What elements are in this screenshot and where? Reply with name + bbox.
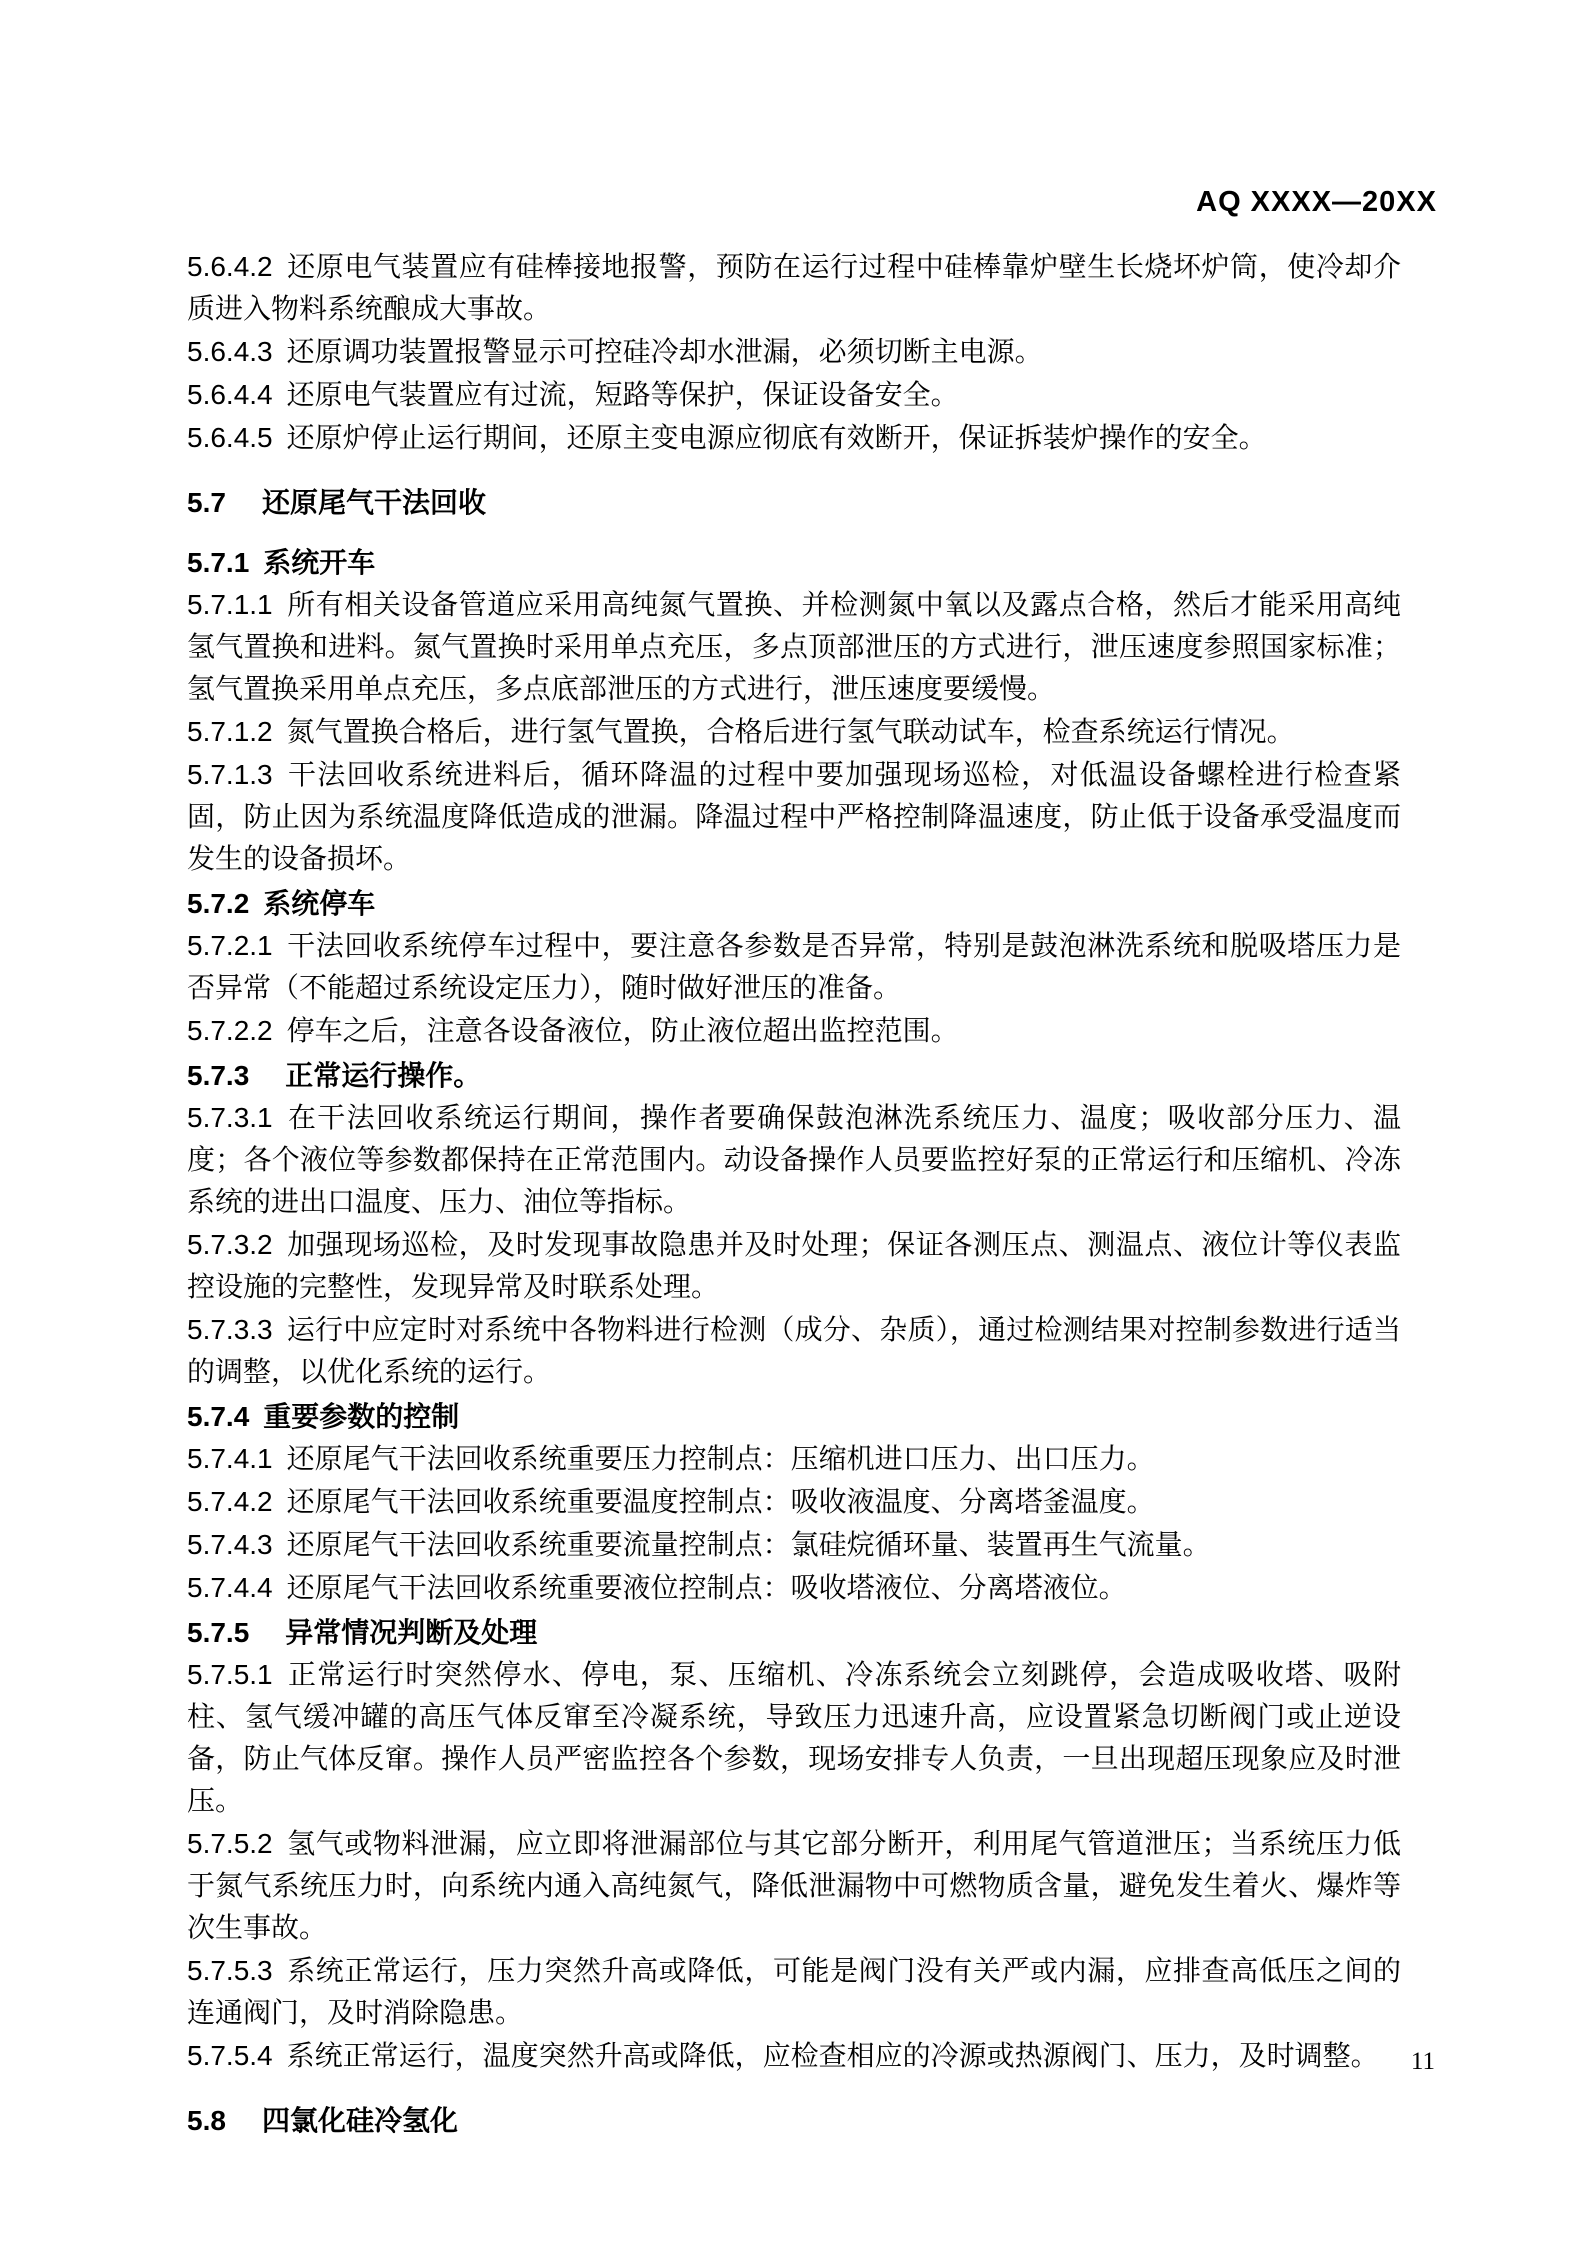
clause-number: 5.7.5 — [187, 1617, 250, 1648]
heading-5.7.4 — [187, 1396, 1401, 1438]
clause-text: 运行中应定时对系统中各物料进行检测（成分、杂质），通过检测结果对控制参数进行适当的调整，以优化系统的运行。 — [187, 1315, 1401, 1388]
clause-number: 5.7.5.3 — [187, 1955, 273, 1986]
heading-5.7 — [187, 482, 1401, 524]
heading-5.8 — [187, 2100, 1401, 2142]
clause-number: 5.7.3.1 — [187, 1102, 273, 1133]
clause-5.7.3.1 — [187, 1097, 1401, 1224]
clause-number: 5.8 — [187, 2105, 226, 2136]
clause-text: 还原调功装置报警显示可控硅冷却水泄漏，必须切断主电源。 — [286, 337, 1043, 368]
clause-number: 5.6.4.3 — [187, 336, 273, 367]
clause-text: 重要参数的控制 — [263, 1401, 460, 1432]
clause-number: 5.7.3.3 — [187, 1314, 273, 1345]
clause-5.7.3.2 — [187, 1224, 1401, 1309]
clause-number: 5.7.4.2 — [187, 1486, 273, 1517]
clause-number: 5.7.3 — [187, 1060, 250, 1091]
clause-text: 在干法回收系统运行期间，操作者要确保鼓泡淋洗系统压力、温度；吸收部分压力、温度；各个液位等参数都保持在正常范围内。动设备操作人员要监控好泵的正常运行和压缩机、冷冻系统的进出口温度、压力、油位等指标。 — [187, 1103, 1401, 1218]
clause-5.6.4.3 — [187, 331, 1401, 374]
clause-text: 系统开车 — [263, 547, 376, 578]
clause-text: 还原尾气干法回收系统重要压力控制点：压缩机进口压力、出口压力。 — [286, 1444, 1155, 1475]
clause-text: 异常情况判断及处理 — [285, 1617, 538, 1648]
clause-number: 5.6.4.5 — [187, 422, 273, 453]
clause-number: 5.7.2.1 — [187, 930, 273, 961]
clause-number: 5.7.5.1 — [187, 1659, 273, 1690]
clause-number: 5.7.3.2 — [187, 1229, 273, 1260]
clause-text: 系统停车 — [263, 888, 376, 919]
clause-5.7.4.1 — [187, 1438, 1401, 1481]
clause-number: 5.7.1.2 — [187, 716, 273, 747]
clause-text: 还原尾气干法回收系统重要流量控制点：氯硅烷循环量、装置再生气流量。 — [286, 1530, 1211, 1561]
heading-5.7.3 — [187, 1055, 1401, 1097]
clause-number: 5.7.4.4 — [187, 1572, 273, 1603]
clause-text: 系统正常运行，温度突然升高或降低，应检查相应的冷源或热源阀门、压力，及时调整。 — [286, 2041, 1379, 2072]
clause-5.7.5.1 — [187, 1654, 1401, 1823]
clause-5.6.4.5 — [187, 417, 1401, 460]
clause-5.7.4.2 — [187, 1481, 1401, 1524]
clause-number: 5.6.4.4 — [187, 379, 273, 410]
clause-text: 还原电气装置应有过流，短路等保护，保证设备安全。 — [286, 380, 959, 411]
clause-number: 5.6.4.2 — [187, 251, 273, 282]
heading-5.7.2 — [187, 883, 1401, 925]
clause-number: 5.7.4.1 — [187, 1443, 273, 1474]
document-body — [187, 246, 1401, 2160]
clause-5.7.5.2 — [187, 1823, 1401, 1950]
clause-text: 正常运行时突然停水、停电，泵、压缩机、冷冻系统会立刻跳停，会造成吸收塔、吸附柱、氢气缓冲罐的高压气体反窜至冷凝系统，导致压力迅速升高，应设置紧急切断阀门或止逆设备，防止气体反窜。操作人员严密监控各个参数，现场安排专人负责，一旦出现超压现象应及时泄压。 — [187, 1660, 1401, 1817]
clause-number: 5.7 — [187, 487, 226, 518]
clause-text: 还原尾气干法回收系统重要温度控制点：吸收液温度、分离塔釜温度。 — [286, 1487, 1155, 1518]
clause-5.6.4.2 — [187, 246, 1401, 331]
clause-text: 四氯化硅冷氢化 — [261, 2105, 458, 2136]
clause-number: 5.7.5.2 — [187, 1828, 273, 1859]
clause-number: 5.7.1.1 — [187, 589, 273, 620]
heading-5.7.5 — [187, 1612, 1401, 1654]
clause-text: 干法回收系统停车过程中，要注意各参数是否异常，特别是鼓泡淋洗系统和脱吸塔压力是否异常（不能超过系统设定压力），随时做好泄压的准备。 — [187, 931, 1401, 1004]
clause-number: 5.7.2 — [187, 888, 250, 919]
clause-5.7.5.4 — [187, 2035, 1401, 2078]
clause-text: 加强现场巡检，及时发现事故隐患并及时处理；保证各测压点、测温点、液位计等仪表监控设施的完整性，发现异常及时联系处理。 — [187, 1230, 1401, 1303]
clause-number: 5.7.4 — [187, 1401, 250, 1432]
clause-number: 5.7.1.3 — [187, 759, 273, 790]
clause-5.7.1.2 — [187, 711, 1401, 754]
clause-5.7.1.3 — [187, 754, 1401, 881]
heading-5.7.1 — [187, 542, 1401, 584]
clause-text: 正常运行操作。 — [285, 1060, 482, 1091]
clause-5.7.2.2 — [187, 1010, 1401, 1053]
clause-text: 系统正常运行，压力突然升高或降低，可能是阀门没有关严或内漏，应排查高低压之间的连通阀门，及时消除隐患。 — [187, 1956, 1401, 2029]
clause-text: 停车之后，注意各设备液位，防止液位超出监控范围。 — [286, 1016, 959, 1047]
clause-number: 5.7.4.3 — [187, 1529, 273, 1560]
clause-text: 还原尾气干法回收系统重要液位控制点：吸收塔液位、分离塔液位。 — [286, 1573, 1127, 1604]
clause-text: 氮气置换合格后，进行氢气置换，合格后进行氢气联动试车，检查系统运行情况。 — [286, 717, 1295, 748]
standard-designation-header: AQ XXXX—20XX — [1196, 186, 1437, 218]
page-number: 11 — [1410, 2048, 1435, 2075]
clause-5.7.4.4 — [187, 1567, 1401, 1610]
clause-5.7.3.3 — [187, 1309, 1401, 1394]
clause-5.7.5.3 — [187, 1950, 1401, 2035]
clause-text: 所有相关设备管道应采用高纯氮气置换、并检测氮中氧以及露点合格，然后才能采用高纯氢气置换和进料。氮气置换时采用单点充压，多点顶部泄压的方式进行，泄压速度参照国家标准；氢气置换采用单点充压，多点底部泄压的方式进行，泄压速度要缓慢。 — [187, 590, 1401, 705]
clause-number: 5.7.5.4 — [187, 2040, 273, 2071]
clause-5.7.2.1 — [187, 925, 1401, 1010]
clause-5.7.1.1 — [187, 584, 1401, 711]
clause-number: 5.7.2.2 — [187, 1015, 273, 1046]
clause-5.6.4.4 — [187, 374, 1401, 417]
clause-text: 还原炉停止运行期间，还原主变电源应彻底有效断开，保证拆装炉操作的安全。 — [286, 423, 1267, 454]
clause-text: 还原尾气干法回收 — [261, 487, 486, 518]
clause-text: 氢气或物料泄漏，应立即将泄漏部位与其它部分断开，利用尾气管道泄压；当系统压力低于氮气系统压力时，向系统内通入高纯氮气，降低泄漏物中可燃物质含量，避免发生着火、爆炸等次生事故。 — [187, 1829, 1401, 1944]
clause-text: 干法回收系统进料后，循环降温的过程中要加强现场巡检，对低温设备螺栓进行检查紧固，防止因为系统温度降低造成的泄漏。降温过程中严格控制降温速度，防止低于设备承受温度而发生的设备损坏。 — [187, 760, 1401, 875]
clause-5.7.4.3 — [187, 1524, 1401, 1567]
clause-number: 5.7.1 — [187, 547, 250, 578]
clause-text: 还原电气装置应有硅棒接地报警，预防在运行过程中硅棒靠炉壁生长烧坏炉筒，使冷却介质进入物料系统酿成大事故。 — [187, 252, 1401, 325]
